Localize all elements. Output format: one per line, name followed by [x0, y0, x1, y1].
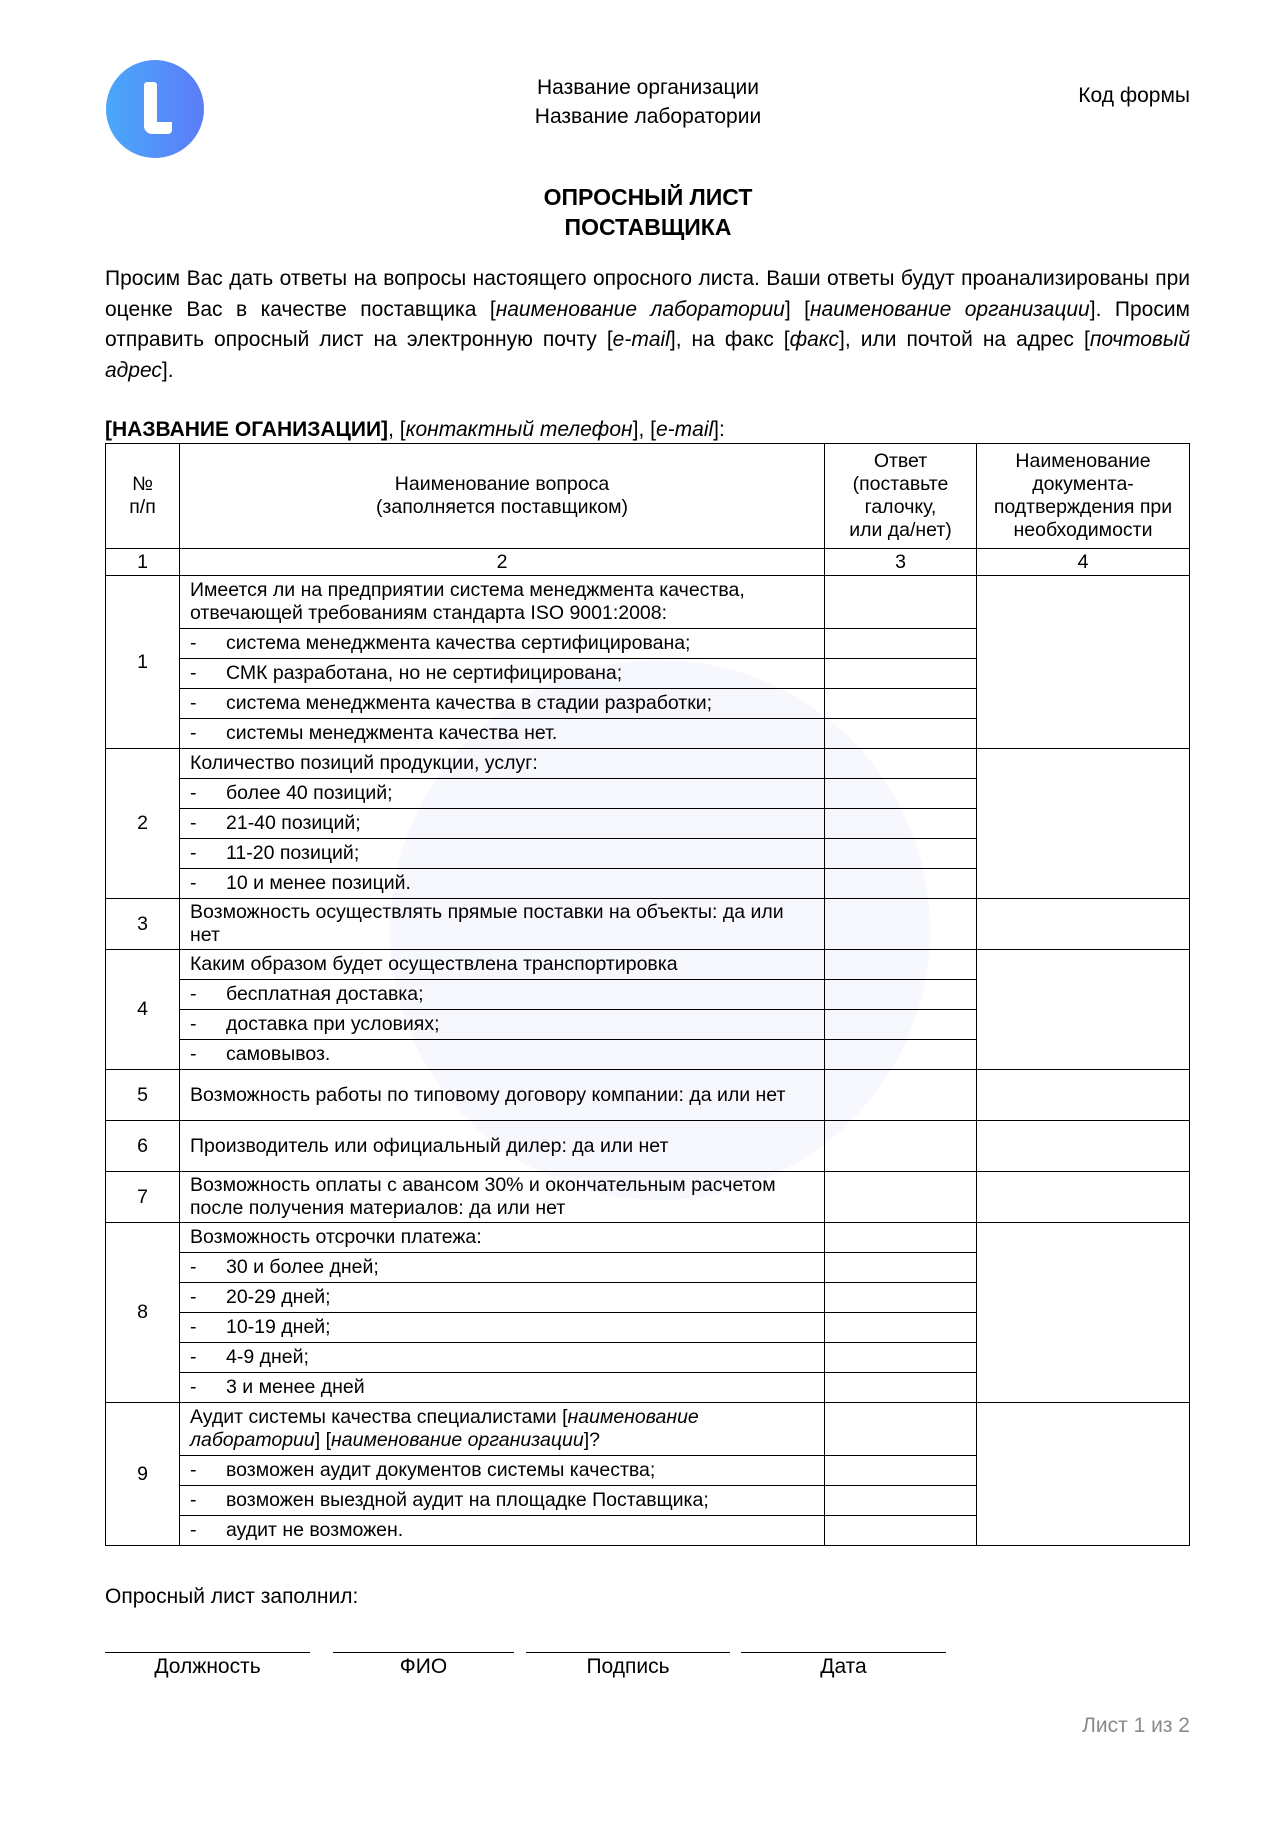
text-segment: Возможность отсрочки платежа:: [190, 1226, 482, 1248]
option-label: система менеджмента качества сертифицирована;: [226, 632, 691, 654]
phone-placeholder: контактный телефон: [405, 418, 633, 441]
option-text: [180, 1486, 825, 1516]
option-text: [180, 869, 825, 899]
option-text: [180, 1343, 825, 1373]
question-row: [106, 576, 1190, 629]
option-label: 30 и более дней;: [226, 1256, 379, 1278]
question-number: 5: [106, 1070, 180, 1121]
separator: , [: [388, 418, 406, 441]
option-text: [180, 1010, 825, 1040]
dash-bullet: -: [190, 1376, 197, 1398]
column-number: 2: [180, 549, 825, 576]
option-label: доставка при условиях;: [226, 1013, 440, 1035]
answer-cell[interactable]: [825, 1121, 977, 1172]
question-text: [180, 576, 825, 629]
column-header: Ответ (поставьте галочку, или да/нет): [825, 444, 977, 549]
question-row: [106, 899, 1190, 950]
placeholder-text: наименование организации: [331, 1429, 584, 1451]
questionnaire-table: [105, 443, 1190, 1546]
answer-cell[interactable]: [825, 839, 977, 869]
intro-paragraph: [105, 264, 1190, 386]
dash-bullet: -: [190, 1013, 197, 1035]
dash-bullet: -: [190, 872, 197, 894]
option-text: [180, 1283, 825, 1313]
question-text: [180, 899, 825, 950]
dash-bullet: -: [190, 1346, 197, 1368]
question-text: [180, 950, 825, 980]
question-text: [180, 1172, 825, 1223]
label-name: ФИО: [399, 1655, 448, 1678]
signature-line-name[interactable]: [333, 1652, 514, 1653]
question-row: [106, 1403, 1190, 1456]
text-segment: Просим Вас дать ответы на вопросы настоящего опросного листа. Ваши ответы будут проанализированы при оценке Вас в качестве поставщика [: [105, 267, 1190, 321]
dash-bullet: -: [190, 1256, 197, 1278]
option-label: самовывоз.: [226, 1043, 331, 1065]
placeholder-text: наименование организации: [809, 297, 1090, 321]
dash-bullet: -: [190, 662, 197, 684]
option-text: [180, 1373, 825, 1403]
dash-bullet: -: [190, 1043, 197, 1065]
lab-name: Название лаборатории: [534, 105, 762, 128]
dash-bullet: -: [190, 812, 197, 834]
question-number: 2: [106, 749, 180, 899]
answer-cell[interactable]: [825, 1373, 977, 1403]
dash-bullet: -: [190, 1489, 197, 1511]
question-row: [106, 1172, 1190, 1223]
question-number: 3: [106, 899, 180, 950]
option-label: 10-19 дней;: [226, 1316, 331, 1338]
option-text: [180, 1040, 825, 1070]
document-cell[interactable]: [977, 1121, 1190, 1172]
answer-cell[interactable]: [825, 869, 977, 899]
answer-cell[interactable]: [825, 1486, 977, 1516]
text-segment: Возможность осуществлять прямые поставки на объекты: да или нет: [190, 901, 784, 946]
option-text: [180, 980, 825, 1010]
column-number-row: [106, 549, 1190, 576]
option-label: 20-29 дней;: [226, 1286, 331, 1308]
dash-bullet: -: [190, 692, 197, 714]
dash-bullet: -: [190, 782, 197, 804]
text-segment: ] [: [314, 1429, 332, 1451]
option-text: [180, 1313, 825, 1343]
column-header: № п/п: [106, 444, 180, 549]
option-label: система менеджмента качества в стадии разработки;: [226, 692, 713, 714]
text-segment: Аудит системы качества специалистами [: [190, 1406, 568, 1428]
dash-bullet: -: [190, 722, 197, 744]
option-text: [180, 1456, 825, 1486]
signature-line-position[interactable]: [105, 1652, 310, 1653]
table-header-row: [106, 444, 1190, 549]
answer-cell[interactable]: [825, 576, 977, 629]
signature-line-date[interactable]: [741, 1652, 946, 1653]
answer-cell[interactable]: [825, 1010, 977, 1040]
option-label: 4-9 дней;: [226, 1346, 309, 1368]
question-number: 9: [106, 1403, 180, 1546]
answer-cell[interactable]: [825, 980, 977, 1010]
column-header: Наименование вопроса (заполняется поставщиком): [180, 444, 825, 549]
text-segment: ], на факс [: [669, 328, 790, 351]
placeholder-text: наименование лаборатории: [190, 1406, 699, 1451]
text-segment: Количество позиций продукции, услуг:: [190, 752, 538, 774]
answer-cell[interactable]: [825, 1313, 977, 1343]
question-text: [180, 1070, 825, 1121]
org-name: Название организации: [536, 76, 760, 99]
title-line-1: ОПРОСНЫЙ ЛИСТ: [543, 184, 753, 210]
placeholder-text: e-mail: [612, 328, 670, 351]
option-text: [180, 689, 825, 719]
column-number: 4: [977, 549, 1190, 576]
document-cell[interactable]: [977, 1223, 1190, 1403]
dash-bullet: -: [190, 842, 197, 864]
answer-cell[interactable]: [825, 1343, 977, 1373]
column-number: 3: [825, 549, 977, 576]
answer-cell[interactable]: [825, 1516, 977, 1546]
option-label: СМК разработана, но не сертифицирована;: [226, 662, 623, 684]
answer-cell[interactable]: [825, 1070, 977, 1121]
text-segment: ]?: [583, 1429, 600, 1451]
title-line-2: ПОСТАВЩИКА: [564, 214, 732, 240]
document-title: [0, 182, 1286, 242]
option-label: 3 и менее дней: [226, 1376, 365, 1398]
org-contact-line: [105, 418, 725, 442]
separator: ]:: [713, 418, 725, 441]
answer-cell[interactable]: [825, 950, 977, 980]
answer-cell[interactable]: [825, 629, 977, 659]
answer-cell[interactable]: [825, 1283, 977, 1313]
answer-cell[interactable]: [825, 1172, 977, 1223]
question-text: [180, 749, 825, 779]
option-label: 10 и менее позиций.: [226, 872, 411, 894]
question-number: 7: [106, 1172, 180, 1223]
option-text: [180, 809, 825, 839]
question-number: 6: [106, 1121, 180, 1172]
form-code: Код формы: [1078, 84, 1190, 107]
filled-by-label: Опросный лист заполнил:: [105, 1585, 359, 1608]
text-segment: ]. Просим отправить опросный лист на электронную почту [: [105, 297, 1190, 351]
answer-cell[interactable]: [825, 809, 977, 839]
question-number: 1: [106, 576, 180, 749]
text-segment: Возможность оплаты с авансом 30% и окончательным расчетом после получения материалов: да или нет: [190, 1174, 776, 1219]
document-cell[interactable]: [977, 576, 1190, 749]
placeholder-text: факс: [789, 328, 840, 351]
text-segment: Каким образом будет осуществлена транспортировка: [190, 953, 678, 975]
text-segment: Имеется ли на предприятии система менеджмента качества, отвечающей требованиям стандарта ISO 9001:2008:: [190, 579, 745, 624]
document-cell[interactable]: [977, 1403, 1190, 1546]
separator: ], [: [632, 418, 656, 441]
dash-bullet: -: [190, 632, 197, 654]
page-number: Лист 1 из 2: [1082, 1714, 1190, 1737]
answer-cell[interactable]: [825, 1253, 977, 1283]
dash-bullet: -: [190, 1286, 197, 1308]
column-header: Наименование документа- подтверждения при необходимости: [977, 444, 1190, 549]
option-label: возможен выездной аудит на площадке Поставщика;: [226, 1489, 709, 1511]
placeholder-text: наименование лаборатории: [495, 297, 785, 321]
document-cell[interactable]: [977, 1070, 1190, 1121]
option-text: [180, 1516, 825, 1546]
document-cell[interactable]: [977, 749, 1190, 899]
option-label: аудит не возможен.: [226, 1519, 404, 1541]
option-text: [180, 719, 825, 749]
question-row: [106, 1121, 1190, 1172]
dash-bullet: -: [190, 1459, 197, 1481]
question-row: [106, 1223, 1190, 1253]
text-segment: ], или почтой на адрес [: [839, 328, 1090, 351]
answer-cell[interactable]: [825, 689, 977, 719]
answer-cell[interactable]: [825, 1223, 977, 1253]
option-label: бесплатная доставка;: [226, 983, 424, 1005]
answer-cell[interactable]: [825, 779, 977, 809]
option-label: более 40 позиций;: [226, 782, 393, 804]
option-text: [180, 839, 825, 869]
text-segment: Производитель или официальный дилер: да или нет: [190, 1134, 669, 1157]
signature-line-signature[interactable]: [526, 1652, 730, 1653]
option-label: возможен аудит документов системы качества;: [226, 1459, 656, 1481]
document-cell[interactable]: [977, 1172, 1190, 1223]
question-row: [106, 950, 1190, 980]
answer-cell[interactable]: [825, 899, 977, 950]
placeholder-text: почтовый адрес: [105, 328, 1191, 382]
question-text: [180, 1403, 825, 1456]
option-text: [180, 659, 825, 689]
text-segment: ].: [161, 358, 174, 382]
question-text: [180, 1223, 825, 1253]
question-number: 4: [106, 950, 180, 1070]
company-logo: [106, 60, 204, 158]
column-number: 1: [106, 549, 180, 576]
question-row: [106, 1070, 1190, 1121]
option-text: [180, 1253, 825, 1283]
label-position: Должность: [154, 1655, 261, 1678]
label-date: Дата: [820, 1655, 867, 1678]
answer-cell[interactable]: [825, 1456, 977, 1486]
answer-cell[interactable]: [825, 1040, 977, 1070]
answer-cell[interactable]: [825, 749, 977, 779]
dash-bullet: -: [190, 1519, 197, 1541]
question-number: 8: [106, 1223, 180, 1403]
text-segment: Возможность работы по типовому договору компании: да или нет: [190, 1083, 786, 1106]
email-placeholder: e-mail: [655, 418, 714, 441]
document-cell[interactable]: [977, 950, 1190, 1070]
document-cell[interactable]: [977, 899, 1190, 950]
org-placeholder: [НАЗВАНИЕ ОГАНИЗАЦИИ]: [105, 418, 389, 441]
question-text: [180, 1121, 825, 1172]
dash-bullet: -: [190, 983, 197, 1005]
dash-bullet: -: [190, 1316, 197, 1338]
option-label: системы менеджмента качества нет.: [226, 722, 558, 744]
option-label: 21-40 позиций;: [226, 812, 361, 834]
option-label: 11-20 позиций;: [226, 842, 360, 864]
label-signature: Подпись: [586, 1655, 670, 1678]
answer-cell[interactable]: [825, 659, 977, 689]
question-row: [106, 749, 1190, 779]
text-segment: ] [: [784, 297, 810, 321]
option-text: [180, 629, 825, 659]
answer-cell[interactable]: [825, 719, 977, 749]
option-text: [180, 779, 825, 809]
answer-cell[interactable]: [825, 1403, 977, 1456]
